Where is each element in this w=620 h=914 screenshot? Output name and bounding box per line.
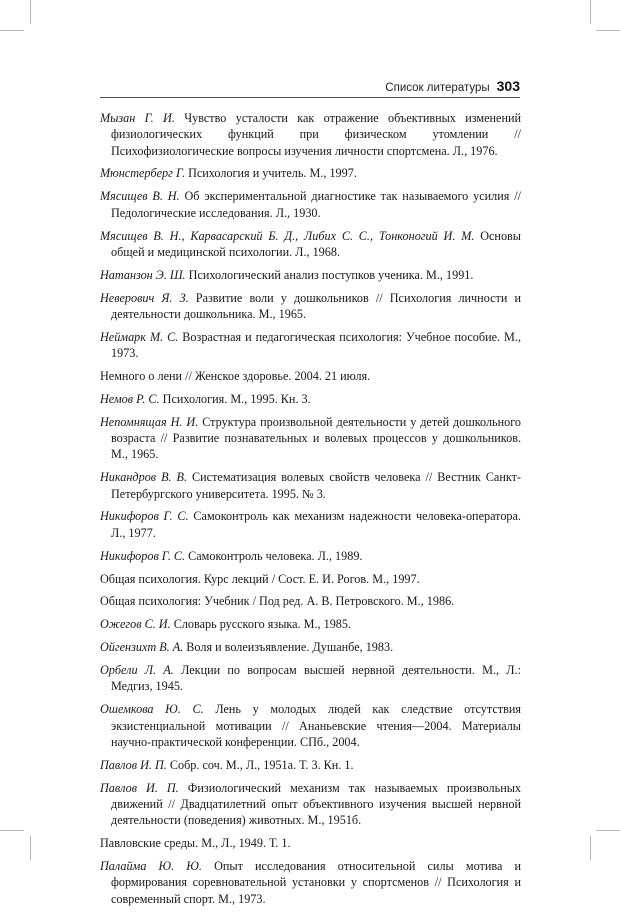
- reference-text: Собр. соч. М., Л., 1951а. Т. 3. Кн. 1.: [166, 757, 354, 772]
- reference-author: Мясищев В. Н.: [100, 189, 180, 204]
- running-header: [100, 78, 520, 94]
- crop-mark-top-left: [30, 0, 31, 24]
- reference-entry: [100, 368, 521, 384]
- crop-mark-top-left-horizontal: [0, 30, 24, 31]
- reference-entry: [100, 469, 521, 502]
- crop-mark-bottom-left-horizontal: [0, 830, 24, 831]
- reference-author: Никандров В. В.: [100, 470, 188, 485]
- reference-author: Павлов И. П.: [100, 780, 179, 795]
- reference-entry: [100, 110, 521, 159]
- crop-mark-bottom-left: [30, 836, 31, 860]
- reference-text: Психология и учитель. М., 1997.: [185, 166, 357, 181]
- reference-text: Основы общей и медицинской психологии. Л., 1968.: [111, 228, 521, 259]
- reference-author: Ошемкова Ю. С.: [100, 702, 204, 717]
- crop-mark-top-right-horizontal: [596, 30, 620, 31]
- reference-entry: [100, 701, 521, 750]
- reference-text: Чувство усталости как отражение объективных изменений физиологических функций при физическом утомлении // Психофизиологические вопросы изучения личности спортсмена. Л., 1976.: [111, 111, 522, 158]
- reference-entry: [100, 835, 521, 851]
- reference-text: Об экспериментальной диагностике так называемого усилия // Педологические исследования. Л., 1930.: [111, 189, 521, 220]
- reference-text: Словарь русского языка. М., 1985.: [170, 617, 352, 632]
- section-title: Список литературы: [385, 82, 490, 94]
- reference-author: Павлов И. П.: [100, 757, 167, 772]
- reference-author: Мюнстерберг Г.: [100, 166, 186, 181]
- reference-text: Общая психология: Учебник / Под ред. А. В. Петровского. М., 1986.: [100, 594, 455, 609]
- reference-author: Неверович Я. З.: [100, 290, 189, 305]
- reference-author: Палайма Ю. Ю.: [100, 859, 202, 874]
- reference-entry: [100, 780, 521, 829]
- crop-mark-bottom-right-horizontal: [596, 830, 620, 831]
- crop-mark-top-right: [590, 0, 591, 24]
- reference-entry: [100, 858, 521, 907]
- reference-entry: [100, 662, 521, 695]
- reference-text: Воля и волеизъявление. Душанбе, 1983.: [183, 640, 394, 655]
- reference-entry: [100, 290, 521, 323]
- reference-text: Лекции по вопросам высшей нервной деятельности. М., Л.: Медгиз, 1945.: [111, 663, 521, 694]
- reference-text: Немного о лени // Женское здоровье. 2004. 21 июля.: [100, 369, 371, 384]
- reference-entry: [100, 188, 521, 221]
- reference-text: Павловские среды. М., Л., 1949. Т. 1.: [100, 836, 291, 851]
- crop-mark-bottom-right: [590, 836, 591, 860]
- reference-entry: [100, 267, 521, 283]
- reference-entry: [100, 508, 521, 541]
- reference-entry: [100, 639, 521, 655]
- reference-list: [100, 110, 521, 914]
- reference-author: Никифоров Г. С.: [100, 548, 186, 563]
- reference-entry: [100, 165, 521, 181]
- reference-text: Общая психология. Курс лекций / Сост. Е. И. Рогов. М., 1997.: [100, 571, 420, 586]
- reference-author: Натанзон Э. Ш.: [100, 267, 186, 282]
- reference-text: Самоконтроль как механизм надежности человека-оператора. Л., 1977.: [111, 509, 521, 540]
- reference-text: Самоконтроль человека. Л., 1989.: [185, 548, 363, 563]
- reference-text: Систематизация волевых свойств человека // Вестник Санкт-Петербургского университета. 1995. № 3.: [111, 470, 521, 501]
- reference-entry: [100, 757, 521, 773]
- header-rule: [100, 97, 520, 98]
- reference-author: Мясищев В. Н., Карвасарский Б. Д., Либих С. С., Тонконогий И. М.: [100, 228, 475, 243]
- reference-entry: [100, 228, 521, 261]
- reference-text: Психология. М., 1995. Кн. 3.: [159, 391, 311, 406]
- reference-text: Лень у молодых людей как следствие отсутствия экзистенциальной мотивации // Ананьевские чтения—2004. Материалы научно-практической конференции. СПб., 2004.: [111, 702, 521, 749]
- reference-text: Психологический анализ поступков ученика. М., 1991.: [185, 267, 474, 282]
- reference-text: Развитие воли у дошкольников // Психология личности и деятельности дошкольника. М., 1965.: [111, 290, 521, 321]
- reference-entry: [100, 593, 521, 609]
- reference-text: Опыт исследования относительной силы мотива и формирования соревновательной установки у спортсменов // Психология и современный спорт. М., 1973.: [111, 859, 522, 906]
- reference-entry: [100, 548, 521, 564]
- reference-author: Ожегов С. И.: [100, 617, 171, 632]
- reference-entry: [100, 571, 521, 587]
- reference-entry: [100, 616, 521, 632]
- reference-author: Орбели Л. А.: [100, 663, 174, 678]
- reference-author: Ойгензихт В. А.: [100, 640, 184, 655]
- reference-entry: [100, 414, 521, 463]
- page-number: 303: [496, 78, 520, 94]
- reference-text: Физиологический механизм так называемых произвольных движений // Двадцатилетний опыт объективного изучения высшей нервной деятельности (поведения) животных. М., 1951б.: [111, 780, 522, 828]
- reference-text: Возрастная и педагогическая психология: Учебное пособие. М., 1973.: [111, 329, 521, 361]
- reference-author: Мызан Г. И.: [100, 111, 175, 125]
- reference-author: Никифоров Г. С.: [100, 509, 189, 524]
- reference-entry: [100, 391, 521, 407]
- reference-author: Неймарк М. С.: [100, 329, 179, 344]
- reference-author: Немов Р. С.: [100, 391, 160, 406]
- reference-entry: [100, 329, 521, 362]
- reference-text: Структура произвольной деятельности у детей дошкольного возраста // Развитие познавательных и волевых процессов у дошкольников. М., 1965.: [111, 414, 521, 462]
- reference-author: Непомнящая Н. И.: [100, 414, 199, 429]
